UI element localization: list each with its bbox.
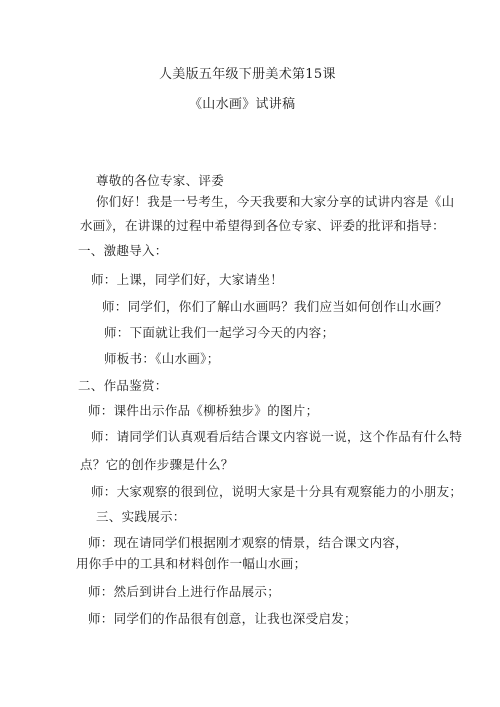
paragraph-line: 点？它的创作步骤是什么？ (80, 457, 234, 472)
paragraph-line: 尊敬的各位专家、评委 (96, 173, 225, 188)
paragraph-line: 师板书：《山水画》； (104, 351, 220, 366)
paragraph-line: 师：课件出示作品《柳桥独步》的图片； (88, 403, 319, 418)
paragraph-line: 你们好！我是一号考生，今天我要和大家分享的试讲内容是《山 (96, 194, 455, 209)
paragraph-line: 师：同学们，你们了解山水画吗？我们应当如何创作山水画？ (102, 299, 448, 314)
paragraph-line: 师：上课，同学们好，大家请坐！ (91, 272, 284, 287)
section-heading: 三、实践展示： (96, 509, 186, 524)
paragraph-line: 师：现在请同学们根据刚才观察的情景，结合课文内容， (88, 535, 409, 550)
section-heading: 二、作品鉴赏： (78, 378, 168, 393)
paragraph-line: 师：请同学们认真观看后结合课文内容说一说，这个作品有什么特 (91, 429, 463, 444)
paragraph-line: 水画》，在讲课的过程中希望得到各位专家、评委的批评和指导： (80, 218, 445, 233)
paragraph-line: 用你手中的工具和材料创作一幅山水画； (76, 556, 307, 571)
paragraph-line: 师：下面就让我们一起学习今天的内容； (104, 325, 335, 340)
paragraph-line: 师：同学们的作品很有创意，让我也深受启发； (88, 611, 357, 626)
section-heading: 一、激趣导入： (78, 243, 168, 258)
paragraph-line: 师：大家观察的很到位，说明大家是十分具有观察能力的小朋友； (91, 484, 463, 499)
document-subtitle: 《山水画》试讲稿 (189, 97, 296, 112)
document-title: 人美版五年级下册美术第15课 (159, 67, 336, 82)
paragraph-line: 师：然后到讲台上进行作品展示； (88, 584, 281, 599)
